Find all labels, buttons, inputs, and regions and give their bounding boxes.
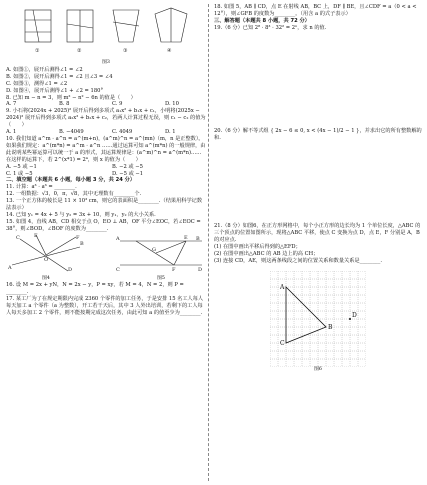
svg-text:B: B — [196, 235, 200, 242]
question-17: 17. 某工厂为了在规定期限内完成 2360 个零件的加工任务，于是安排 15 名工人每人每天加工 a 个零件（a 为整数），开工若干天后，其中 3 人外出培训，若剩下的工人每人每天多加工 2 个零件，则不能按期完成这次任务，由此可知 a 的值至少为________. — [6, 296, 204, 317]
q8-option-a: A. 7 — [6, 101, 17, 108]
q7-option-a: A. 如图①，展开后测得∠1 = ∠2 — [6, 66, 83, 73]
svg-text:A: A — [116, 235, 120, 242]
svg-text:E: E — [184, 234, 188, 241]
figure-3-folding-diagrams — [21, 4, 191, 60]
question-21: 21.（8 分）如图6，在正方形网格中，每个小正方形的边长均为 1 个单位长度，△ABC 的三个顶点的位置如图所示，现将△ABC 平移，使点 C 变换为点 D，点 E，F 分别是 A，B 的对应点. — [214, 223, 421, 244]
question-8: 8. 已知 m − n = 3，则 m² − n² − 6n 的值是（ ） — [6, 94, 136, 101]
question-14: 14. 已知 y₁ = 4x + 5 与 y₂ = 3x + 10，则 y₁，y₂ 的大小关系. — [6, 211, 156, 218]
q10-option-b: B. −2 或 −5 — [112, 163, 143, 170]
q9-options — [6, 129, 206, 136]
point-d — [349, 318, 351, 320]
svg-text:C: C — [116, 266, 120, 273]
q21-part-3: (3) 连接 CD，AE，则这两条线段之间的位置关系和数量关系是________. — [214, 257, 383, 264]
q7-option-c: C. 如图③，测得∠1 = ∠2 — [6, 80, 68, 87]
svg-text:A: A — [8, 264, 12, 271]
svg-text:E: E — [34, 232, 38, 239]
svg-text:B: B — [80, 240, 84, 247]
point-label-b: B — [328, 323, 333, 331]
figure-4-caption: 图4 — [42, 275, 50, 281]
q8-option-c: C. 9 — [112, 101, 123, 108]
triangle-abc — [286, 287, 326, 343]
section-3-heading: 三、解答题（本题共 8 小题，共 72 分） — [214, 17, 310, 24]
section-2-heading: 二、填空题（本题共 6 小题，每小题 3 分，共 24 分） — [6, 177, 136, 184]
q20-answer-space — [214, 141, 422, 223]
q9-option-b: B. −4049 — [59, 129, 84, 136]
question-20: 20.（6 分）解不等式组 { 2x − 6 ≤ 0, x < (4x − 1)/2 − 1 }，并求出它的所有整数解的和. — [214, 127, 422, 141]
svg-text:D: D — [68, 266, 73, 273]
question-11: 11. 计算：a³ · a³ = ________. — [6, 184, 77, 191]
question-10: 10. 我们知道 a^m · a^n = a^(m+n)，(a^m)^n = a^(mn)（m，n 是正整数）。如果我们规定：a^(m*n) = a^m · a^n ……通过运算可知 a^(m*n) 的一般规律，由此说明某些幂运算可以统一于 a 的形式，其运算规律是：(a^m)^n = a^(m*n)……在这样的运算下，若 2^(x*1) = 2⁴，则 x 的值为（ ） — [6, 135, 206, 163]
svg-text:③: ③ — [123, 48, 128, 54]
svg-text:①: ① — [35, 48, 40, 54]
figure-5 — [116, 233, 206, 283]
question-18: 18. 如图 5，AB ∥ CD，点 E 在射线 AB，BC 上，DF ∥ BE，且∠CDF = a（0 < a < 12°），则∠GFB 的度数为________。（用含 a 的式子表示） — [214, 4, 417, 17]
question-9: 9. 小石将(2024x + 2025)² 展开后得到多项式 a₁x² + b₁x + c₁，小明将(2025x − 2024)² 展开后得到多项式 a₂x² + b₂x + c₂，若两人计算过程无误，则 c₁ − c₂ 的值为（ ） — [6, 108, 206, 129]
svg-text:D: D — [198, 266, 203, 273]
right-column — [214, 4, 422, 374]
svg-text:G: G — [152, 246, 156, 253]
figure-5-caption: 图5 — [157, 275, 165, 281]
point-label-a: A — [280, 283, 285, 291]
figure-4 — [6, 233, 86, 283]
figure-4-intersecting-lines — [6, 233, 86, 273]
q21-part-1: (1) 在图中画出平移后得到的△EFD； — [214, 244, 301, 251]
question-13: 13. 一个正方体的棱长是 11 × 10³ cm，则它的表面积是________.（结果用科学记数法表示） — [6, 198, 203, 212]
svg-text:②: ② — [77, 48, 82, 54]
question-12: 12. 一组数据：√3，0，π，√8，其中无理数有________个. — [6, 191, 142, 198]
point-label-d: D — [352, 311, 357, 319]
q7-option-d: D. 如图④，展开后测得∠1 + ∠2 = 180° — [6, 87, 104, 94]
figure-3-caption: 图3 — [102, 60, 110, 65]
figure-5-parallel-lines — [116, 233, 206, 273]
svg-text:④: ④ — [167, 48, 172, 54]
figure-6-caption: 图6 — [314, 366, 322, 372]
svg-text:F: F — [172, 266, 176, 273]
left-column — [6, 4, 206, 317]
question-19: 19.（6 分）已知 2⁸ · 8³ · 32² = 2ⁿ，求 n 的值. — [214, 24, 327, 31]
q9-option-c: C. 4049 — [112, 129, 133, 136]
q21-part-2: (2) 在图中画出△ABC 的 AB 边上的高 CH； — [214, 251, 319, 258]
question-16: 16. 设 M = 2x + yN，N = 2x − y，P = xy，若 M = 4，N = 2，则 P = ________. — [6, 282, 184, 296]
figure-6-grid — [270, 271, 366, 367]
q19-answer-space — [214, 32, 422, 128]
figures-4-5 — [6, 233, 206, 283]
q10-options — [6, 164, 206, 171]
svg-text:C: C — [16, 234, 20, 241]
q10-option-a: A. −5 或 −1 — [6, 163, 37, 170]
svg-text:O: O — [44, 256, 49, 263]
point-label-c: C — [280, 339, 285, 347]
q9-option-d: D. 1 — [165, 129, 176, 136]
q9-option-a: A. 1 — [6, 129, 17, 136]
q8-option-b: B. 8 — [59, 101, 70, 108]
column-divider — [208, 4, 209, 481]
svg-text:F: F — [76, 234, 80, 241]
q10-option-d: D. −5 或 −1 — [112, 170, 144, 177]
q7-option-b: B. 如图②，展开后测得∠1 = ∠2 且∠3 = ∠4 — [6, 73, 113, 80]
q8-option-d: D. 10 — [165, 101, 179, 108]
q10-option-c: C. 1 或 −5 — [6, 170, 33, 177]
question-15: 15. 如图 4，直线 AB，CD 相交于点 O，EO ⊥ AB，OF 平分∠EOC，若∠EOC = 38°，则∠BOD，∠BOF 的度数为________. — [6, 218, 201, 232]
